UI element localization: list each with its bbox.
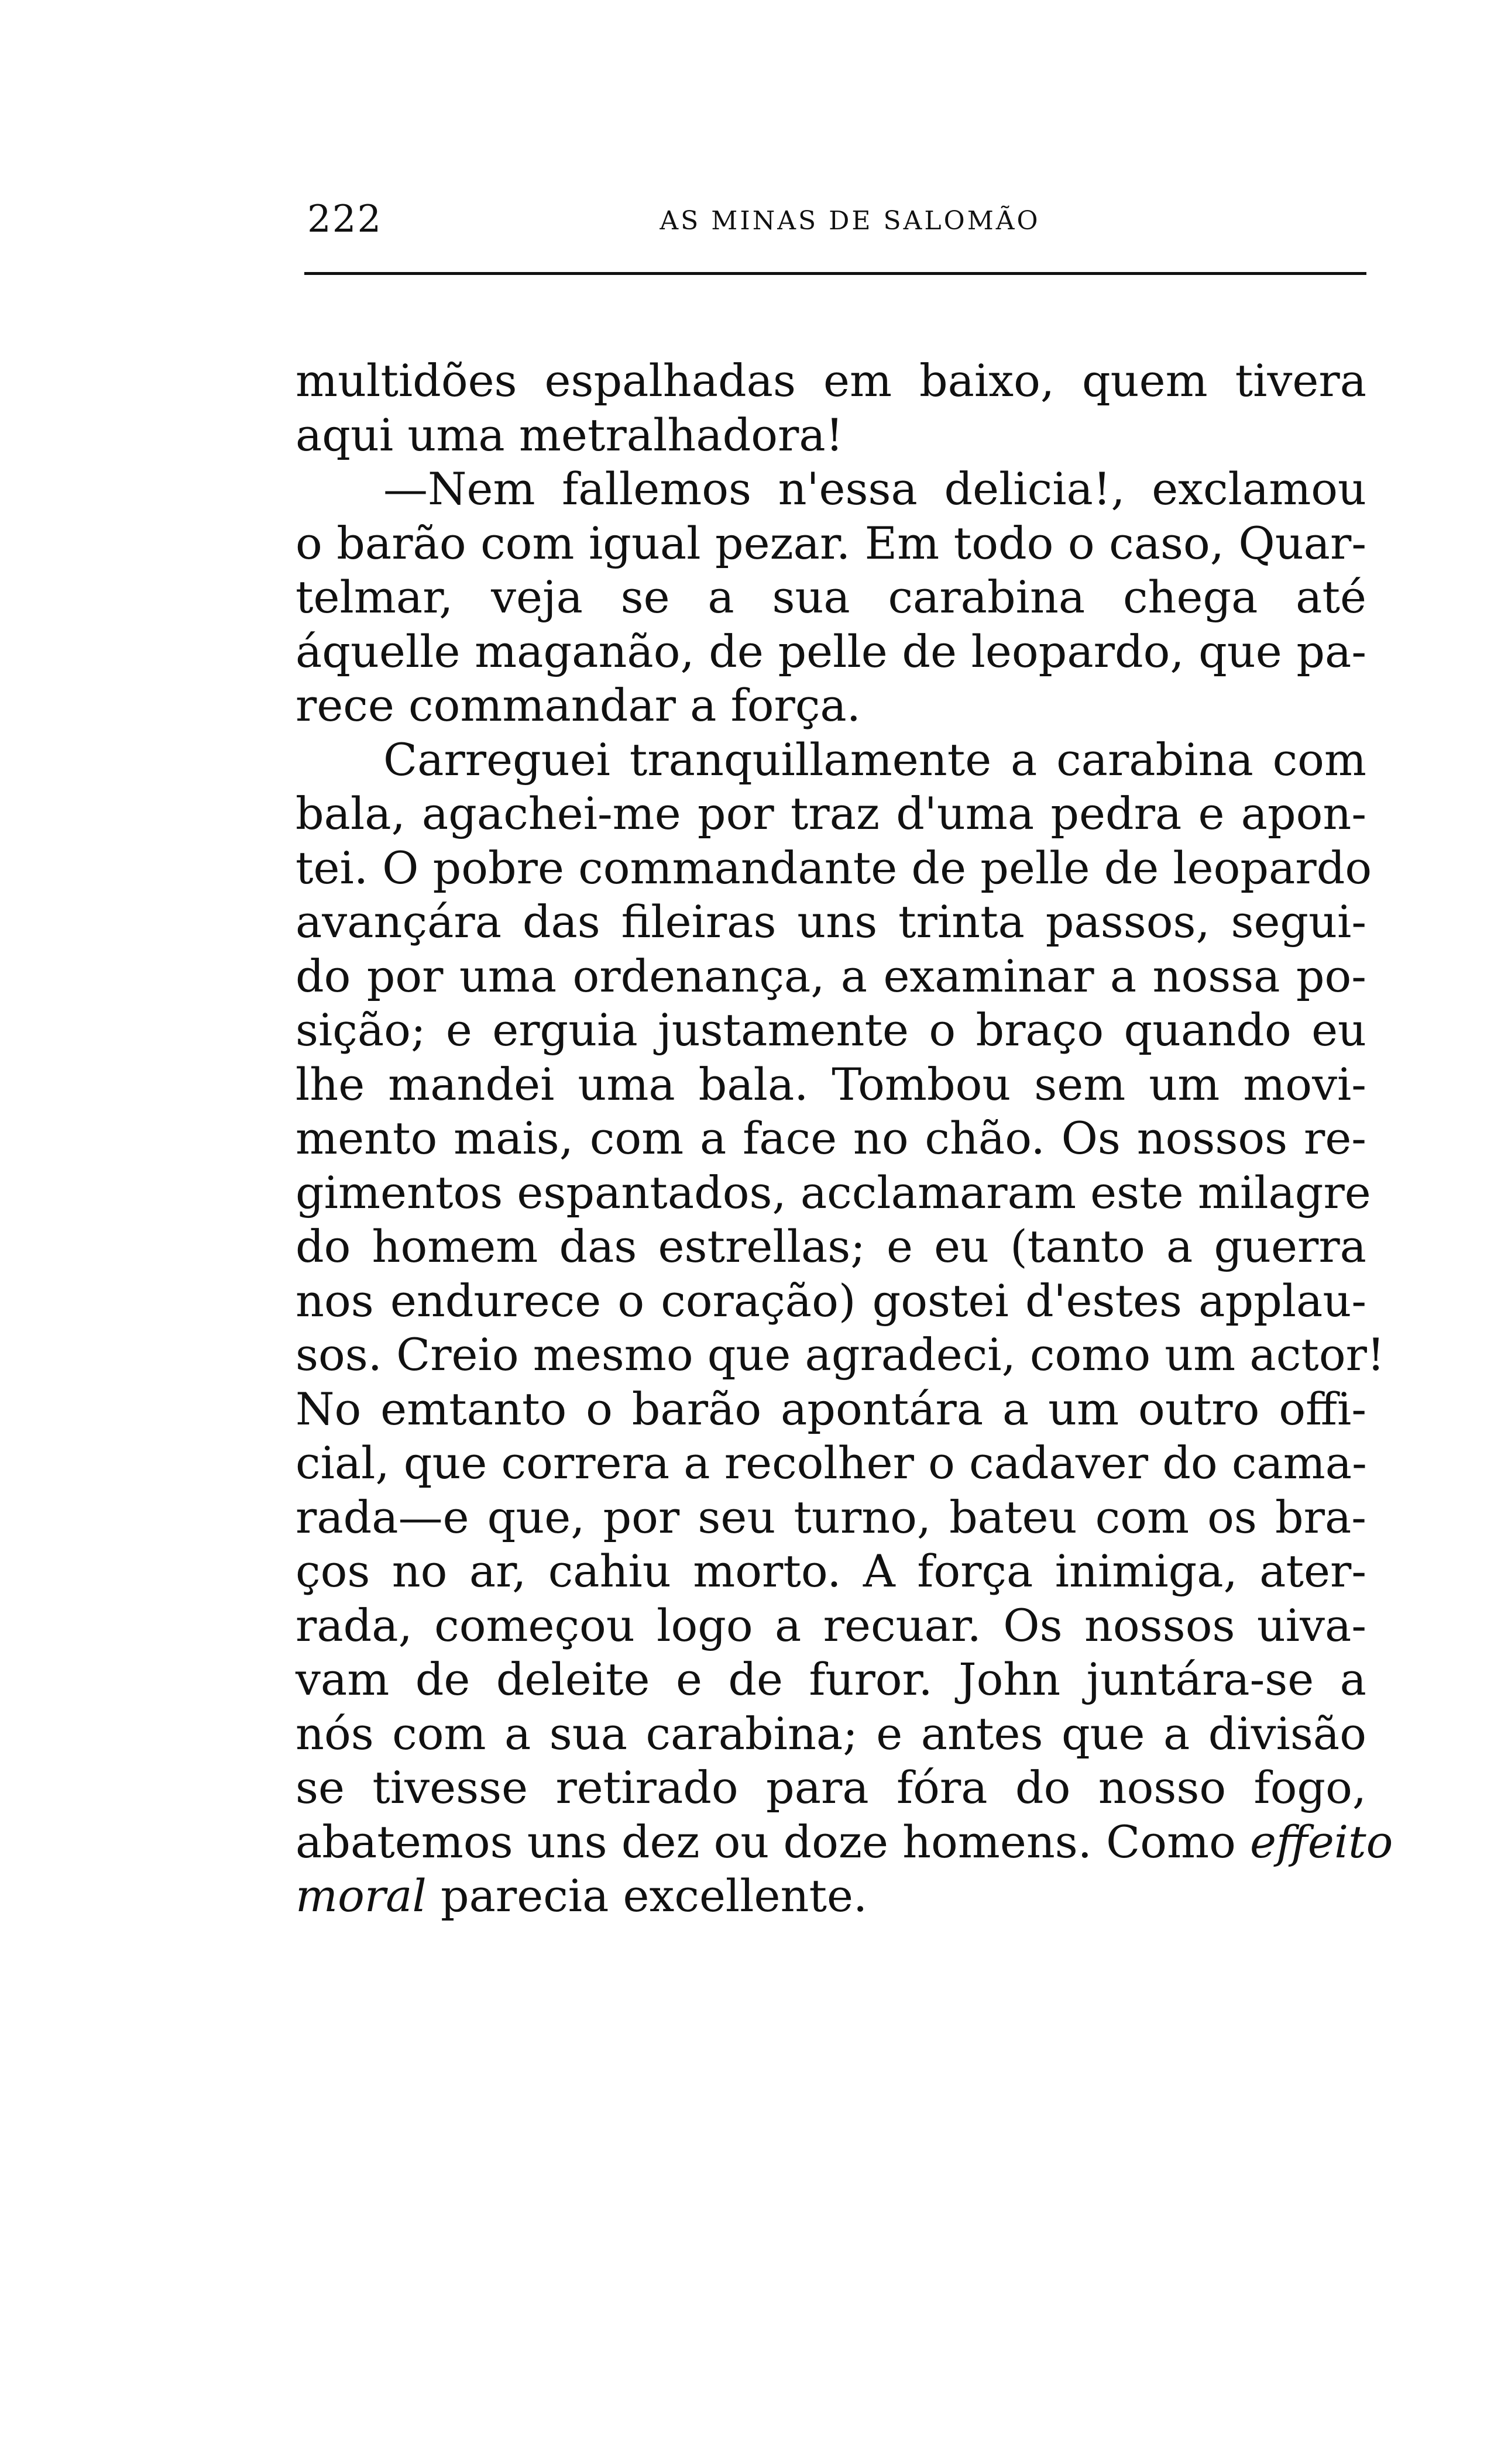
text-segment: abatemos uns dez ou doze homens. Como bbox=[296, 1815, 1236, 1868]
text-line: —Nem fallemos n'essa delicia!, exclamou bbox=[383, 463, 1366, 515]
text-line: bala, agachei-me por traz d'uma pedra e apon- bbox=[296, 787, 1366, 839]
text-line: do homem das estrellas; e eu (tanto a guerra bbox=[296, 1220, 1366, 1272]
text-line: Carreguei tranquillamente a carabina com bbox=[383, 733, 1366, 786]
text-line: gimentos espantados, acclamaram este milagre bbox=[296, 1166, 1371, 1219]
italic-word: effeito bbox=[1250, 1815, 1393, 1868]
text-line: aqui uma metralhadora! bbox=[296, 408, 844, 461]
text-line: o barão com igual pezar. Em todo o caso, Quar- bbox=[296, 517, 1366, 569]
text-line: multidões espalhadas em baixo, quem tivera bbox=[296, 355, 1366, 407]
text-line: vam de deleite e de furor. John juntára-se a bbox=[296, 1653, 1366, 1705]
text-line: No emtanto o barão apontára a um outro offi- bbox=[296, 1382, 1366, 1435]
header-rule bbox=[304, 272, 1366, 275]
text-line: sos. Creio mesmo que agradeci, como um actor! bbox=[296, 1329, 1385, 1381]
body-text bbox=[296, 354, 1393, 1923]
text-line: se tivesse retirado para fóra do nosso fogo, bbox=[296, 1761, 1366, 1813]
text-line: rada, começou logo a recuar. Os nossos uiva- bbox=[296, 1599, 1366, 1651]
closing-line bbox=[296, 1869, 1366, 1923]
text-line: do por uma ordenança, a examinar a nossa po- bbox=[296, 949, 1366, 1002]
text-line: avançára das fileiras uns trinta passos, segui- bbox=[296, 896, 1366, 948]
page-header bbox=[296, 193, 1369, 246]
text-line: nós com a sua carabina; e antes que a divisão bbox=[296, 1707, 1366, 1760]
text-line: mento mais, com a face no chão. Os nossos re- bbox=[296, 1112, 1366, 1164]
text-line: cial, que correra a recolher o cadaver do cama- bbox=[296, 1437, 1367, 1489]
italic-word: moral bbox=[296, 1870, 427, 1922]
text-segment: parecia excellente. bbox=[426, 1870, 868, 1922]
text-line: lhe mandei uma bala. Tombou sem um movi- bbox=[296, 1058, 1366, 1110]
text-line: sição; e erguia justamente o braço quando eu bbox=[296, 1004, 1366, 1056]
text-line: telmar, veja se a sua carabina chega até bbox=[296, 571, 1366, 623]
text-line: nos endurece o coração) gostei d'estes applau- bbox=[296, 1274, 1366, 1327]
text-line: ços no ar, cahiu morto. A força inimiga, ater- bbox=[296, 1545, 1366, 1597]
page-number: 222 bbox=[307, 198, 383, 241]
text-line: áquelle maganão, de pelle de leopardo, que pa- bbox=[296, 625, 1366, 677]
running-title: AS MINAS DE SALOMÃO bbox=[660, 206, 1040, 236]
text-line-with-italic bbox=[296, 1815, 1393, 1870]
text-line: rada—e que, por seu turno, bateu com os bra- bbox=[296, 1491, 1366, 1543]
text-line: rece commandar a força. bbox=[296, 679, 861, 731]
text-line: tei. O pobre commandante de pelle de leopardo bbox=[296, 841, 1372, 894]
